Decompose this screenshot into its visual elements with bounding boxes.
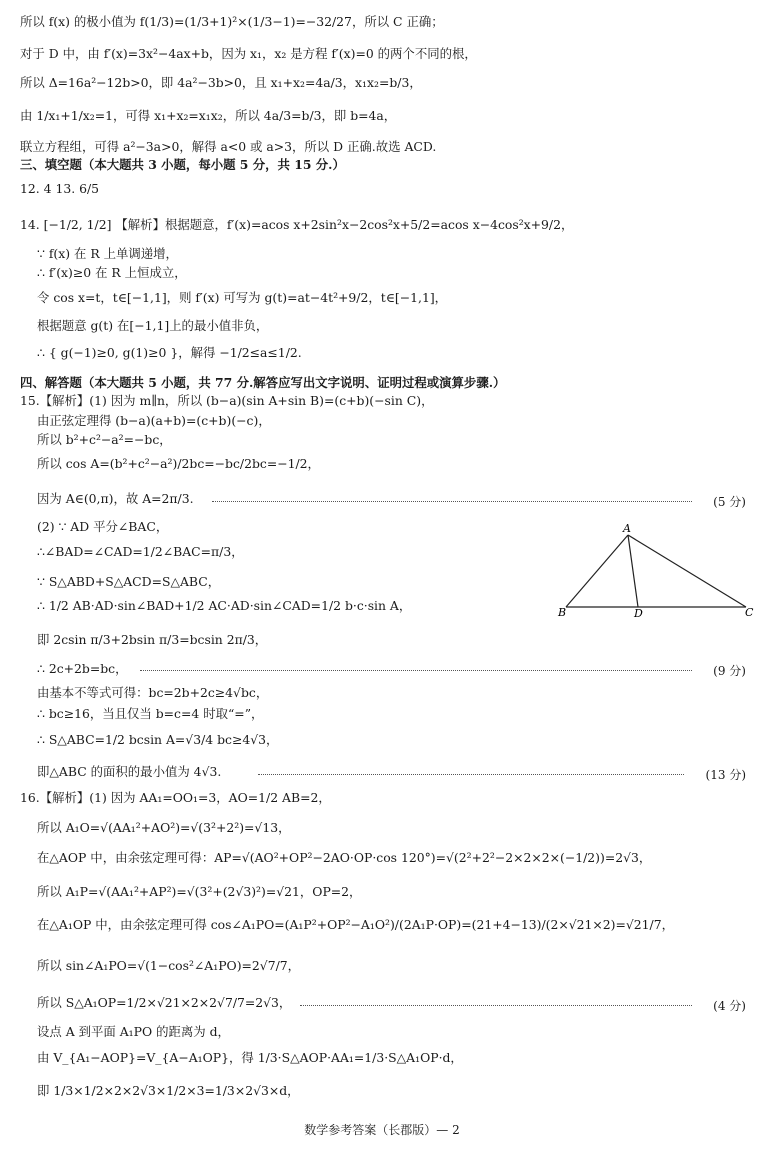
text-line: ∴ 2c+2b=bc， xyxy=(37,661,128,676)
text-line: (2) ∵ AD 平分∠BAC， xyxy=(37,519,169,534)
text-line: 由基本不等式可得：bc=2b+2c≥4√bc， xyxy=(37,685,269,700)
text-line: ∴ 1/2 AB·AD·sin∠BAD+1/2 AC·AD·sin∠CAD=1/2 b·c·sin A， xyxy=(37,598,412,613)
text-line: 在△A₁OP 中，由余弦定理可得 cos∠A₁PO=(A₁P²+OP²−A₁O²)/(2A₁P·OP)=(21+4−13)/(2×√21×2)=√21/7， xyxy=(37,917,674,932)
score-mark: (9 分) xyxy=(713,664,746,678)
score-mark: (13 分) xyxy=(705,768,746,782)
text-line: 所以 Δ=16a²−12b>0，即 4a²−3b>0，且 x₁+x₂=4a/3，x₁x₂=b/3， xyxy=(20,75,422,90)
text-line: 令 cos x=t，t∈[−1,1]，则 f′(x) 可写为 g(t)=at−4t²+9/2，t∈[−1,1]， xyxy=(37,290,448,305)
dotted-leader xyxy=(258,774,684,775)
dotted-leader xyxy=(300,1005,692,1006)
text-line: 所以 A₁O=√(AA₁²+AO²)=√(3²+2²)=√13， xyxy=(37,820,291,835)
text-line: 16.【解析】(1) 因为 AA₁=OO₁=3，AO=1/2 AB=2， xyxy=(20,790,331,805)
text-line: 15.【解析】(1) 因为 m∥n，所以 (b−a)(sin A+sin B)=(c+b)(−sin C)， xyxy=(20,393,434,408)
text-line: ∵ f(x) 在 R 上单调递增， xyxy=(37,246,178,261)
point-label-b: B xyxy=(558,606,567,619)
text-line: 12. 4 13. 6/5 xyxy=(20,181,100,196)
text-line: 所以 S△A₁OP=1/2×√21×2×2√7/7=2√3， xyxy=(37,995,292,1010)
text-line: 即 1/3×1/2×2×2√3×1/2×3=1/3×2√3×d， xyxy=(37,1083,300,1098)
segment-ab xyxy=(566,535,628,607)
text-line: 在△AOP 中，由余弦定理可得：AP=√(AO²+OP²−2AO·OP·cos 120°)=√(2²+2²−2×2×2×(−1/2))=2√3， xyxy=(37,850,652,865)
text-line: 因为 A∈(0,π)，故 A=2π/3. xyxy=(37,491,194,506)
score-mark: (4 分) xyxy=(713,999,746,1013)
text-line: 根据题意 g(t) 在[−1,1]上的最小值非负， xyxy=(37,318,269,333)
text-line: 即 2csin π/3+2bsin π/3=bcsin 2π/3， xyxy=(37,632,268,647)
text-line: 所以 b²+c²−a²=−bc， xyxy=(37,432,172,447)
page-footer: 数学参考答案（长郡版）— 2 xyxy=(304,1123,460,1137)
text-line: 所以 f(x) 的极小值为 f(1/3)=(1/3+1)²×(1/3−1)=−32/27，所以 C 正确； xyxy=(20,14,444,29)
text-line: ∴ { g(−1)≥0, g(1)≥0 }，解得 −1/2≤a≤1/2. xyxy=(37,345,302,360)
text-line: 所以 cos A=(b²+c²−a²)/2bc=−bc/2bc=−1/2， xyxy=(37,456,320,471)
segment-ad xyxy=(628,535,638,607)
text-line: ∴ bc≥16，当且仅当 b=c=4 时取“=”， xyxy=(37,706,264,721)
dotted-leader xyxy=(212,501,692,502)
text-line: 14. [−1/2, 1/2] 【解析】根据题意，f′(x)=acos x+2sin²x−2cos²x+5/2=acos x−4cos²x+9/2， xyxy=(20,217,574,232)
text-line: 对于 D 中，由 f′(x)=3x²−4ax+b，因为 x₁，x₂ 是方程 f′(x)=0 的两个不同的根， xyxy=(20,46,477,61)
dotted-leader xyxy=(140,670,692,671)
text-line: 由 V_{A₁−AOP}=V_{A−A₁OP}，得 1/3·S△AOP·AA₁=1/3·S△A₁OP·d， xyxy=(37,1050,463,1065)
text-line: ∵ S△ABD+S△ACD=S△ABC， xyxy=(37,574,221,589)
text-line: ∴ f′(x)≥0 在 R 上恒成立， xyxy=(37,265,187,280)
score-mark: (5 分) xyxy=(713,495,746,509)
text-line: 设点 A 到平面 A₁PO 的距离为 d， xyxy=(37,1024,230,1039)
text-line: 即△ABC 的面积的最小值为 4√3. xyxy=(37,764,222,779)
text-line: 所以 sin∠A₁PO=√(1−cos²∠A₁PO)=2√7/7， xyxy=(37,958,301,973)
text-line: ∴∠BAD=∠CAD=1/2∠BAC=π/3， xyxy=(37,544,244,559)
text-line: 由正弦定理得 (b−a)(a+b)=(c+b)(−c)， xyxy=(37,413,271,428)
section-heading: 三、填空题（本大题共 3 小题，每小题 5 分，共 15 分.） xyxy=(20,157,345,172)
point-label-d: D xyxy=(634,607,643,620)
point-label-a: A xyxy=(623,522,631,535)
section-heading: 四、解答题（本大题共 5 小题，共 77 分.解答应写出文字说明、证明过程或演算步骤.） xyxy=(20,375,506,390)
text-line: 所以 A₁P=√(AA₁²+AP²)=√(3²+(2√3)²)=√21，OP=2， xyxy=(37,884,362,899)
text-line: ∴ S△ABC=1/2 bcsin A=√3/4 bc≥4√3， xyxy=(37,732,279,747)
text-line: 联立方程组，可得 a²−3a>0，解得 a<0 或 a>3，所以 D 正确.故选 ACD. xyxy=(20,139,437,154)
triangle-figure xyxy=(556,520,756,620)
point-label-c: C xyxy=(745,606,754,619)
text-line: 由 1/x₁+1/x₂=1，可得 x₁+x₂=x₁x₂，所以 4a/3=b/3，即 b=4a， xyxy=(20,108,397,123)
segment-ac xyxy=(628,535,746,607)
